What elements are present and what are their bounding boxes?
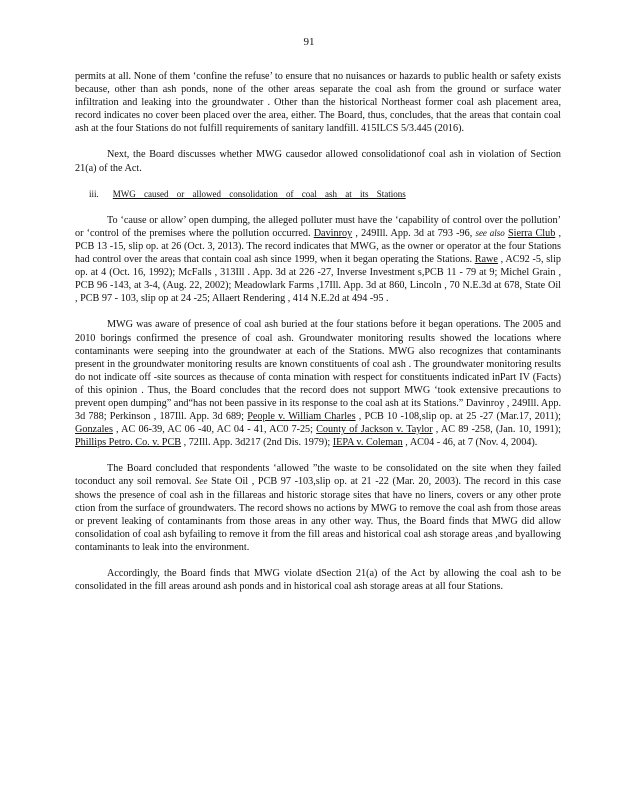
page-number: 91 <box>303 36 315 48</box>
paragraph-consolidation-finding <box>75 462 561 554</box>
case-citation-sierra-club: Sierra Club <box>507 227 556 239</box>
case-citation-iepa-v-coleman: IEPA v. Coleman <box>332 437 403 449</box>
text-run: , AC04 - 46, at 7 (Nov. 4, 2004). <box>402 437 538 449</box>
case-citation-davinroy: Davinroy <box>313 227 353 239</box>
text-run: , AC 06-39, AC 06 -40, AC 04 - 41, AC0 7-25; <box>112 424 317 436</box>
subheading-numeral: iii. <box>89 188 99 199</box>
text-run: To ‘cause or allow’ open dumping, the alleged polluter must have the ‘capability of control over the pollution’ or ‘control of the premises where the pollution occurred. <box>75 214 561 239</box>
text-run: , AC 89 -258, (Jan. 10, 1991); <box>432 424 562 436</box>
subheading-title: MWG caused or allowed consolidation of coal ash at its Stations <box>112 188 406 199</box>
document-body <box>75 70 561 606</box>
text-run: The Board concluded that respondents ‘allowed ”the waste to be consolidated on the site when they failed toconduct any soil removal. <box>75 463 561 488</box>
case-citation-county-of-jackson: County of Jackson v. Taylor <box>316 424 433 436</box>
case-citation-phillips-petro: Phillips Petro. Co. v. PCB <box>75 437 182 449</box>
text-run: , AC92 -5, slip op. at 4 (Oct. 16, 1992); McFalls , 313Ill . App. 3d at 226 -27, Inverse Investment s,PCB 11 - 79 at 9; Michel Grain , PCB 96 -143, at 3-4, (Aug. 22, 2002); Meadowlark Farms ,17Ill. App. 3d at 860, Lincoln , 70 N.E.3d at 678, State Oil , PCB 97 - 103, slip op at 24 -25; Allaert Rendering , 414 N.E.2d at 494 -95 . <box>75 254 561 305</box>
paragraph-control <box>75 214 561 306</box>
paragraph-transition: Next, the Board discusses whether MWG causedor allowed consolidationof coal ash in violation of Section 21(a) of the Act. <box>75 149 561 174</box>
signal-see-also: see also <box>475 227 505 238</box>
text-run: , 72Ill. App. 3d217 (2nd Dis. 1979); <box>181 437 333 449</box>
section-subheading <box>89 188 561 201</box>
signal-see: See <box>195 476 208 487</box>
text-run: , 249Ill. App. 3d at 793 -96, <box>352 227 476 239</box>
case-citation-rawe: Rawe <box>474 254 498 266</box>
text-run: , PCB 10 -108,slip op. at 25 -27 (Mar.17, 2011); <box>355 411 561 423</box>
case-citation-gonzales: Gonzales <box>75 424 113 436</box>
text-run: State Oil , PCB 97 -103,slip op. at 21 -22 (Mar. 20, 2003). The record in this case shows the presence of coal ash in the fillareas and historic storage sites that have no liners, covers or any other prote ction from the surface of groundwaters. The record shows no actions by MWG to remove the coal ash from those areas or prevent leaking of contaminants from those areas in any other way. Thus, the Board finds that MWG did allow consolidation of coal ash byfailing to remove it from the fill areas and historical coal ash storage areas ,and byallowing contaminants to leak into the environment. <box>75 476 561 553</box>
case-citation-people-v-william-charles: People v. William Charles <box>247 411 356 423</box>
text-run: , PCB 13 -15, slip op. at 26 (Oct. 3, 2013). The record indicates that MWG, as the owner or operator at the four Stations had control over the areas that contain coal ash since 1999, when it began operating the Stations. <box>75 227 562 266</box>
paragraph-awareness <box>75 318 561 449</box>
text-run: MWG was aware of presence of coal ash buried at the four stations before it began operations. The 2005 and 2010 borings confirmed the presence of coal ash. Groundwater monitoring results showed the locations where contaminants were seeping into the groundwater at each of the Stations. MWG also recognizes that contaminants present in the groundwater monitoring results are known constituents of coal ash . The groundwater monitoring results do not indicate off -site sources as thecause of conta mination with respect for constituents indicated inPart IV (Facts) of this opinion . Thus, the Board concludes that the record does not support MWG ‘took extensive precautions to prevent open dumping” and“has not been passive in its response to the coal ash at its Stations.” Davinroy , 249Ill. App. 3d 788; Perkinson , 187Ill. App. 3d 689; <box>75 319 561 423</box>
paragraph-conclusion: Accordingly, the Board finds that MWG violate dSection 21(a) of the Act by allowing the coal ash to be consolidated in the fill areas around ash ponds and in historical coal ash storage areas at all four Stations. <box>75 568 561 593</box>
paragraph-sanitary-landfill: permits at all. None of them ‘confine the refuse’ to ensure that no nuisances or hazards to public health or safety exists because, other than ash ponds, none of the other areas separate the coal ash from the ground or surface water infiltration and leaking into the groundwater . Other than the historical Northeast former coal ash placement area, record indicates no cover been placed over the area, either. The Board, thus, concludes, that the areas that contain coal ash at the four Stations do not fulfill requirements of sanitary landfill. 415ILCS 5/3.445 (2016). <box>75 71 561 135</box>
